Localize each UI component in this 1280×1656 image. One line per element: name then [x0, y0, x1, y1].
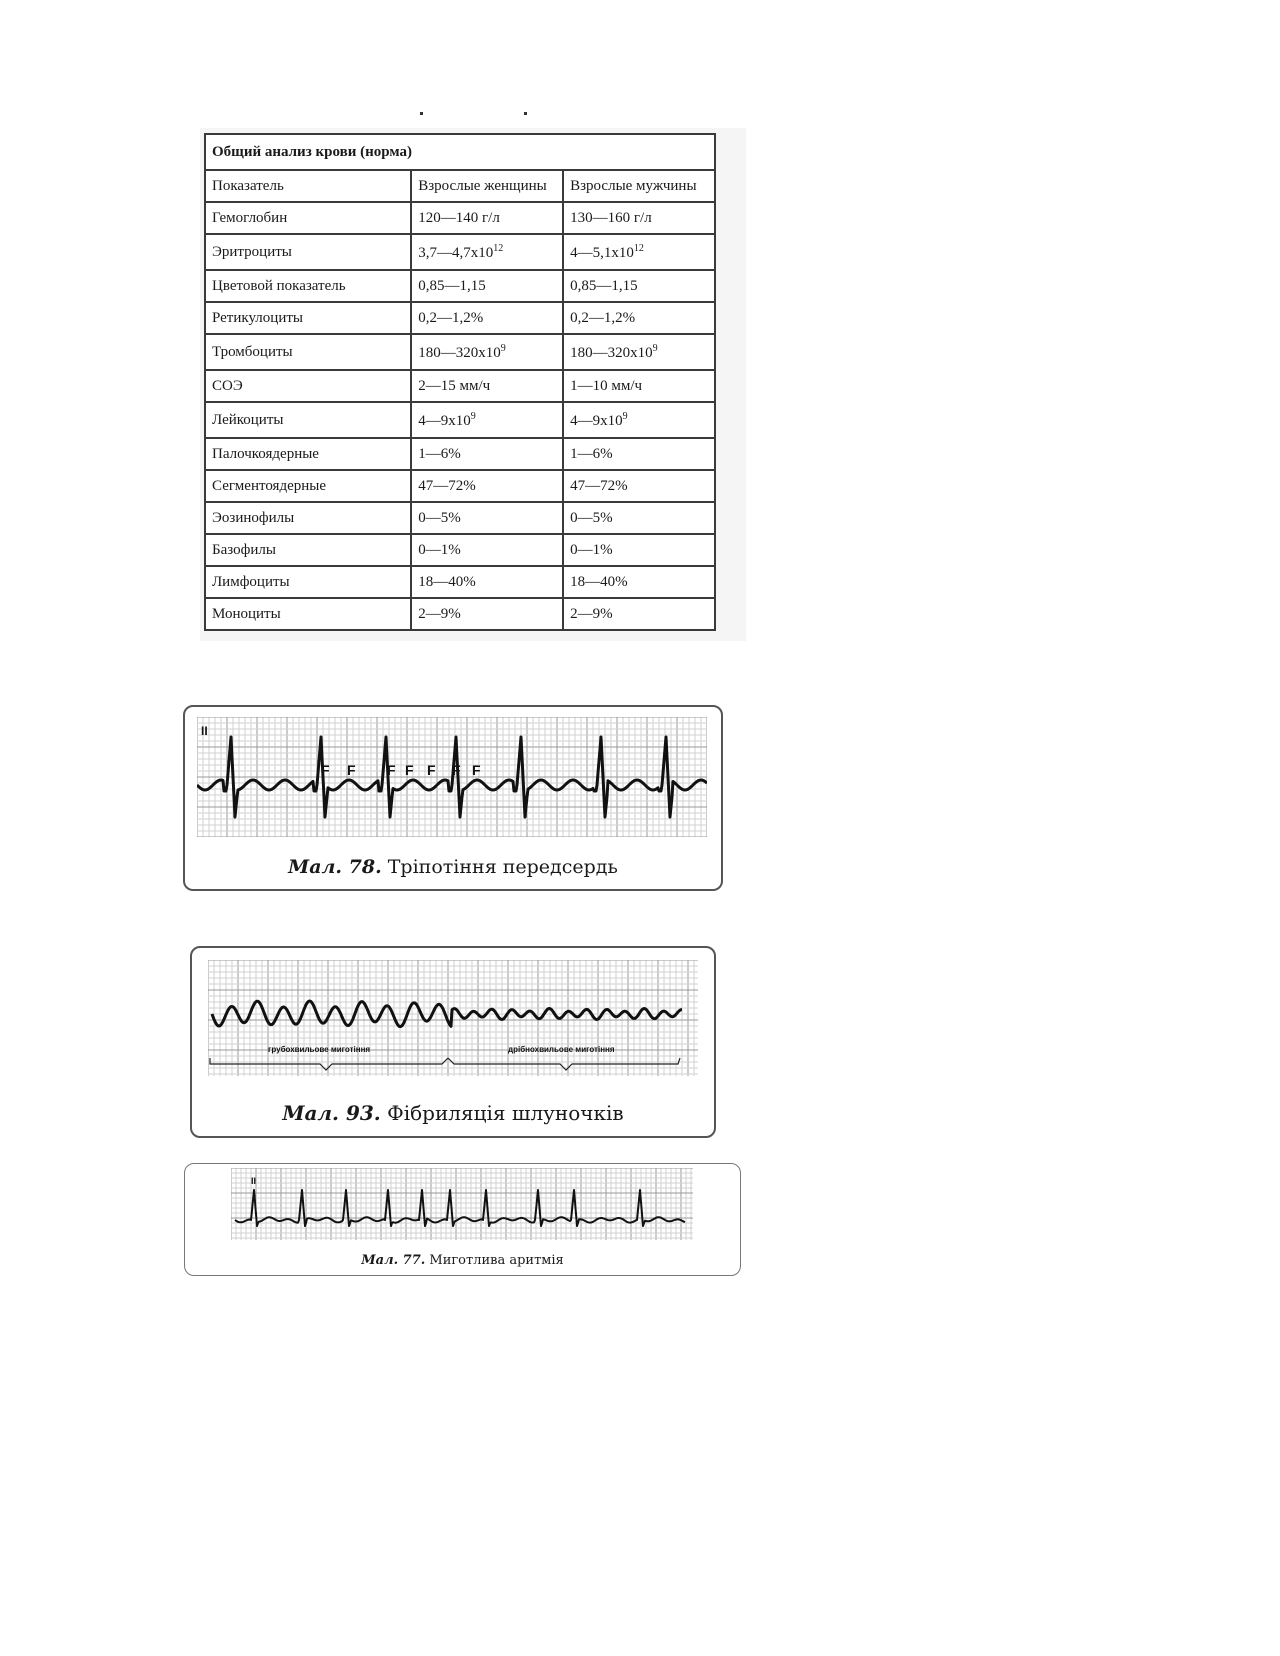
cell-men-exponent: 9	[622, 410, 628, 422]
cell-women-text: 4—9x10	[418, 412, 471, 429]
cell-men	[563, 566, 715, 598]
cell-indicator-text: Эритроциты	[212, 243, 292, 260]
cell-indicator	[205, 270, 411, 302]
table-title: Общий анализ крови (норма)	[205, 134, 715, 170]
caption-text: Фібриляція шлуночків	[380, 1101, 624, 1125]
lead-label: II	[201, 724, 208, 738]
table-row	[205, 370, 715, 402]
cell-women-text: 2—9%	[418, 605, 461, 622]
cell-indicator	[205, 402, 411, 438]
cell-men-exponent: 12	[633, 242, 644, 254]
cell-men	[563, 270, 715, 302]
cell-women-exponent: 9	[500, 342, 506, 354]
flutter-wave-label: F	[387, 762, 396, 778]
cell-men	[563, 234, 715, 270]
figure-ventricular-fibrillation	[190, 946, 716, 1138]
cell-men	[563, 370, 715, 402]
table-row	[205, 502, 715, 534]
table-header-row	[205, 170, 715, 202]
cell-indicator	[205, 470, 411, 502]
cell-men	[563, 334, 715, 370]
cell-men	[563, 470, 715, 502]
cell-men-text: 2—9%	[570, 605, 613, 622]
cell-men	[563, 202, 715, 234]
cell-men-text: 4—5,1x10	[570, 244, 634, 261]
cell-indicator	[205, 534, 411, 566]
cell-men	[563, 302, 715, 334]
cell-men-exponent: 9	[652, 342, 658, 354]
table-row	[205, 470, 715, 502]
cell-indicator-text: СОЭ	[212, 377, 243, 394]
cell-men-text: 0—1%	[570, 541, 613, 558]
table-row	[205, 270, 715, 302]
table-row	[205, 438, 715, 470]
flutter-wave-label: F	[321, 762, 330, 778]
cell-men-text: 1—10 мм/ч	[570, 377, 643, 394]
cell-men-text: 0—5%	[570, 509, 613, 526]
cell-women	[411, 302, 563, 334]
cell-women	[411, 598, 563, 630]
figure-caption	[185, 856, 721, 878]
header-indicator: Показатель	[205, 170, 411, 202]
caption-text: Тріпотіння передсердь	[381, 856, 618, 878]
cell-indicator-text: Палочкоядерные	[212, 445, 319, 462]
cell-indicator	[205, 370, 411, 402]
caption-text: Миготлива аритмія	[425, 1253, 564, 1268]
cell-indicator-text: Цветовой показатель	[212, 277, 346, 294]
cell-women	[411, 566, 563, 598]
cell-women	[411, 438, 563, 470]
table-row	[205, 566, 715, 598]
cell-indicator-text: Ретикулоциты	[212, 309, 303, 326]
cell-women-text: 18—40%	[418, 573, 476, 590]
cell-women	[411, 334, 563, 370]
cell-indicator-text: Моноциты	[212, 605, 281, 622]
cell-men-text: 130—160 г/л	[570, 209, 652, 226]
cell-men-text: 0,2—1,2%	[570, 309, 636, 326]
cell-women-text: 0,2—1,2%	[418, 309, 484, 326]
header-women: Взрослые женщины	[411, 170, 563, 202]
cell-indicator-text: Базофилы	[212, 541, 276, 558]
caption-number: Мал. 78.	[288, 856, 382, 878]
cell-women	[411, 270, 563, 302]
table-row	[205, 402, 715, 438]
caption-number: Мал. 93.	[282, 1101, 381, 1125]
ecg-strip-atrial-fibrillation	[231, 1168, 693, 1240]
cell-men	[563, 534, 715, 566]
cell-men-text: 0,85—1,15	[570, 277, 638, 294]
cell-men-text: 18—40%	[570, 573, 628, 590]
cell-men-text: 4—9x10	[570, 412, 623, 429]
cell-indicator-text: Лимфоциты	[212, 573, 290, 590]
cell-men	[563, 502, 715, 534]
cell-women-exponent: 9	[470, 410, 476, 422]
caption-number: Мал. 77.	[361, 1253, 426, 1268]
cell-indicator-text: Сегментоядерные	[212, 477, 327, 494]
blood-test-table-panel	[200, 128, 746, 641]
figure-caption	[192, 1101, 714, 1125]
figure-caption	[185, 1253, 740, 1268]
table-title-row	[205, 134, 715, 170]
cell-indicator	[205, 502, 411, 534]
cell-women-text: 1—6%	[418, 445, 461, 462]
cell-men	[563, 402, 715, 438]
cell-indicator-text: Лейкоциты	[212, 411, 284, 428]
cell-indicator-text: Эозинофилы	[212, 509, 295, 526]
cell-men-text: 180—320x10	[570, 344, 653, 361]
cell-men-text: 47—72%	[570, 477, 628, 494]
cell-women-text: 180—320x10	[418, 344, 501, 361]
cell-women	[411, 402, 563, 438]
table-row	[205, 302, 715, 334]
cell-indicator	[205, 334, 411, 370]
cell-indicator	[205, 566, 411, 598]
header-marks	[420, 112, 530, 118]
cell-indicator	[205, 302, 411, 334]
header-men: Взрослые мужчины	[563, 170, 715, 202]
flutter-wave-label: F	[405, 762, 414, 778]
cell-women	[411, 370, 563, 402]
cell-women-text: 3,7—4,7x10	[418, 244, 494, 261]
cell-women-text: 0—5%	[418, 509, 461, 526]
cell-men	[563, 438, 715, 470]
cell-men	[563, 598, 715, 630]
cell-women	[411, 470, 563, 502]
table-row	[205, 202, 715, 234]
table-row	[205, 334, 715, 370]
flutter-wave-label: F	[472, 762, 481, 778]
cell-women-text: 47—72%	[418, 477, 476, 494]
figure-atrial-fibrillation	[184, 1163, 741, 1276]
ecg-strip-atrial-flutter	[197, 717, 707, 837]
table-row	[205, 598, 715, 630]
cell-women-text: 0—1%	[418, 541, 461, 558]
cell-indicator	[205, 438, 411, 470]
flutter-wave-label: F	[347, 762, 356, 778]
cell-indicator	[205, 202, 411, 234]
label-fine-fibrillation: дрібнохвильове миготіння	[508, 1045, 615, 1054]
figure-atrial-flutter	[183, 705, 723, 891]
cell-men-text: 1—6%	[570, 445, 613, 462]
cell-women	[411, 202, 563, 234]
cell-indicator	[205, 234, 411, 270]
flutter-wave-label: F	[427, 762, 436, 778]
flutter-wave-label: F	[452, 762, 461, 778]
blood-test-table	[204, 133, 716, 631]
cell-women-text: 120—140 г/л	[418, 209, 500, 226]
cell-indicator-text: Тромбоциты	[212, 343, 293, 360]
cell-women	[411, 234, 563, 270]
cell-indicator-text: Гемоглобин	[212, 209, 288, 226]
cell-women-text: 2—15 мм/ч	[418, 377, 491, 394]
cell-women-exponent: 12	[493, 242, 504, 254]
label-coarse-fibrillation: грубохвильове миготіння	[268, 1045, 371, 1054]
cell-indicator	[205, 598, 411, 630]
cell-women	[411, 502, 563, 534]
lead-label: II	[251, 1176, 257, 1186]
cell-women	[411, 534, 563, 566]
table-row	[205, 534, 715, 566]
cell-women-text: 0,85—1,15	[418, 277, 486, 294]
table-row	[205, 234, 715, 270]
ecg-strip-ventricular-fibrillation	[208, 960, 698, 1092]
